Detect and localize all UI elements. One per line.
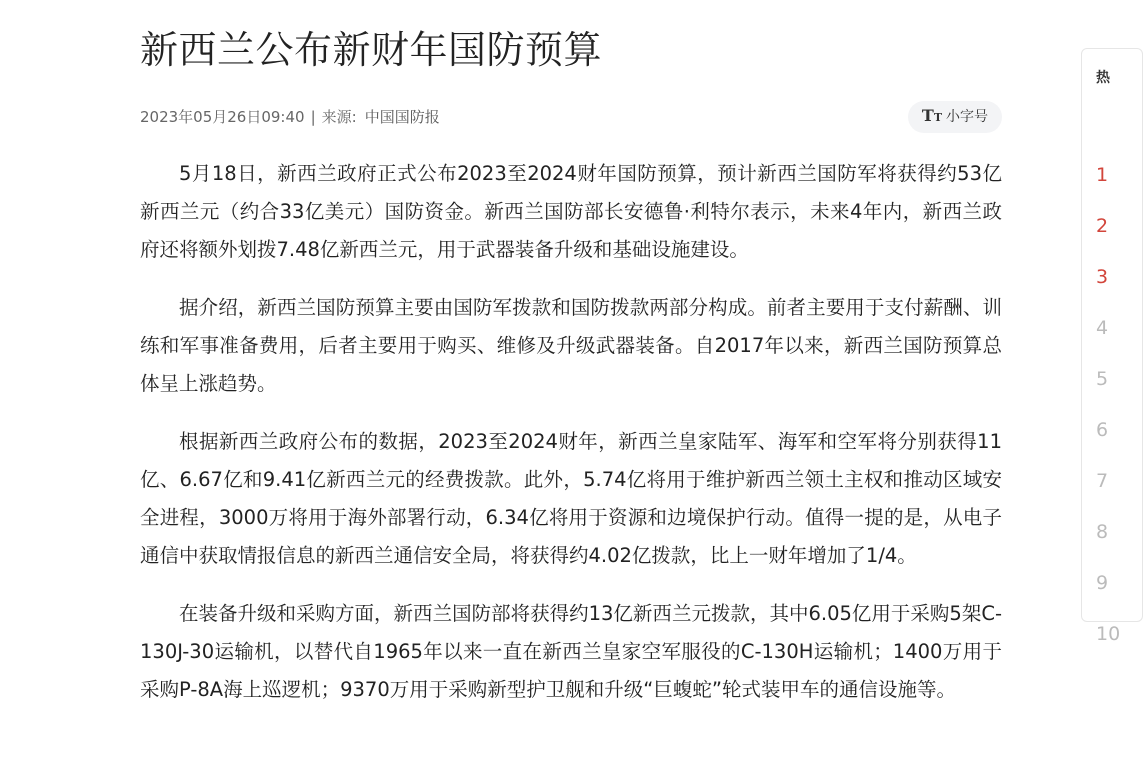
meta-separator: | (310, 108, 316, 126)
publish-date: 2023年05月26日09:40 (140, 108, 305, 126)
hot-rank-9[interactable]: 9 (1096, 572, 1109, 594)
article-meta (140, 104, 1002, 130)
hot-rank-4[interactable]: 4 (1096, 317, 1109, 339)
hot-rank-2[interactable]: 2 (1096, 215, 1109, 237)
hot-news-panel (1081, 48, 1143, 645)
font-size-toggle-button[interactable] (908, 101, 1002, 133)
font-size-toggle-label: 小字号 (946, 109, 988, 125)
hot-rank-8[interactable]: 8 (1096, 521, 1109, 543)
article-title: 新西兰公布新财年国防预算 (140, 28, 603, 72)
article-paragraph: 据介绍，新西兰国防预算主要由国防军拨款和国防拨款两部分构成。前者主要用于支付薪酬、训练和军事准备费用，后者主要用于购买、维修及升级武器装备。自2017年以来，新西兰国防预算总体呈上涨趋势。 (140, 296, 1002, 395)
source-label: 来源: (321, 108, 357, 126)
source-name: 中国国防报 (364, 108, 440, 126)
article-paragraph: 5月18日，新西兰政府正式公布2023至2024财年国防预算，预计新西兰国防军将获得约53亿新西兰元（约合33亿美元）国防资金。新西兰国防部长安德鲁·利特尔表示，未来4年内，新西兰政府还将额外划拨7.48亿新西兰元，用于武器装备升级和基础设施建设。 (140, 162, 1002, 261)
hot-rank-6[interactable]: 6 (1096, 419, 1109, 441)
article-paragraph: 根据新西兰政府公布的数据，2023至2024财年，新西兰皇家陆军、海军和空军将分别获得11亿、6.67亿和9.41亿新西兰元的经费拨款。此外，5.74亿将用于维护新西兰领土主权和推动区域安全进程，3000万将用于海外部署行动，6.34亿将用于资源和边境保护行动。值得一提的是，从电子通信中获取情报信息的新西兰通信安全局，将获得约4.02亿拨款，比上一财年增加了1/4。 (140, 430, 1002, 567)
text-size-icon: TT (921, 106, 942, 125)
hot-news-label: 热 (1096, 70, 1110, 86)
article-body (140, 155, 1002, 729)
hot-rank-1[interactable]: 1 (1096, 164, 1109, 186)
article-paragraph: 在装备升级和采购方面，新西兰国防部将获得约13亿新西兰元拨款，其中6.05亿用于采购5架C-130J-30运输机，以替代自1965年以来一直在新西兰皇家空军服役的C-130H运输机；1400万用于采购P-8A海上巡逻机；9370万用于采购新型护卫舰和升级“巨蝮蛇”轮式装甲车的通信设施等。 (140, 602, 1002, 701)
hot-rank-10[interactable]: 10 (1096, 623, 1121, 645)
hot-rank-7[interactable]: 7 (1096, 470, 1109, 492)
hot-rank-5[interactable]: 5 (1096, 368, 1109, 390)
hot-rank-3[interactable]: 3 (1096, 266, 1109, 288)
